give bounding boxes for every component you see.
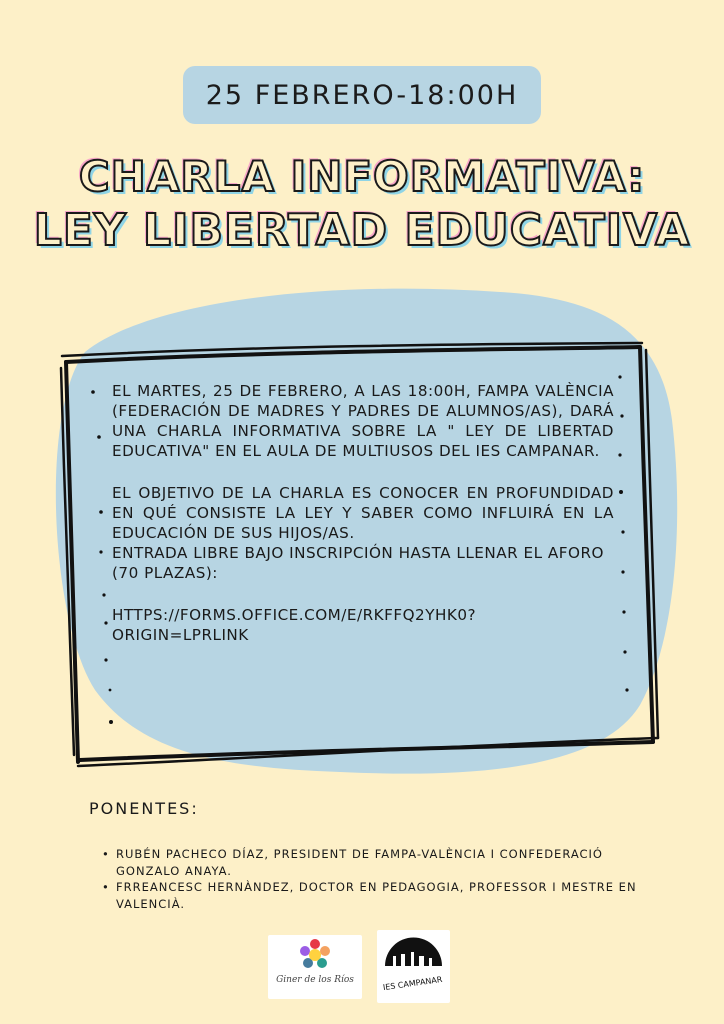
speakers-heading: PONENTES: — [89, 799, 199, 818]
title-line-2: LEY LIBERTAD EDUCATIVA — [33, 205, 691, 256]
chalkboard-content — [112, 381, 614, 645]
date-banner-text: 25 FEBRERO-18:00H — [205, 79, 519, 111]
event-description: EL MARTES, 25 DE FEBRERO, A LAS 18:00H, FAMPA VALÈNCIA (FEDERACIÓN DE MADRES Y PADRES DE ALUMNOS/AS), DARÁ UNA CHARLA INFORMATIVA SOBRE LA " LEY DE LIBERTAD EDUCATIVA" EN EL AULA DE MULTIUSOS DEL IES CAMPANAR. — [112, 382, 614, 460]
registration-link-line-1[interactable]: HTTPS://FORMS.OFFICE.COM/E/RKFFQ2YHK0? — [112, 606, 477, 624]
registration-info: ENTRADA LIBRE BAJO INSCRIPCIÓN HASTA LLENAR EL AFORO (70 PLAZAS): — [112, 544, 604, 582]
speakers-list — [102, 846, 662, 912]
flower-icon — [268, 935, 362, 975]
event-objective: EL OBJETIVO DE LA CHARLA ES CONOCER EN PROFUNDIDAD EN QUÉ CONSISTE LA LEY Y SABER COMO INFLUIRÁ EN LA EDUCACIÓN DE SUS HIJOS/AS. — [112, 484, 614, 542]
giner-de-los-rios-logo — [268, 935, 362, 999]
registration-link-line-2[interactable]: ORIGIN=LPRLINK — [112, 626, 249, 644]
title-line-1: CHARLA INFORMATIVA: — [78, 152, 646, 201]
ies-campanar-logo — [377, 930, 450, 1003]
skyline-icon — [377, 930, 450, 1003]
svg-text:IES CAMPANAR: IES CAMPANAR — [382, 974, 443, 993]
date-banner — [183, 66, 541, 124]
speaker-item: • FRREANCESC HERNÀNDEZ, DOCTOR EN PEDAGOGIA, PROFESSOR I MESTRE EN VALENCIÀ. — [102, 879, 662, 912]
speaker-item: • RUBÉN PACHECO DÍAZ, PRESIDENT DE FAMPA-VALÈNCIA I CONFEDERACIÓ GONZALO ANAYA. — [102, 846, 662, 879]
giner-logo-text: Giner de los Ríos — [276, 975, 354, 985]
